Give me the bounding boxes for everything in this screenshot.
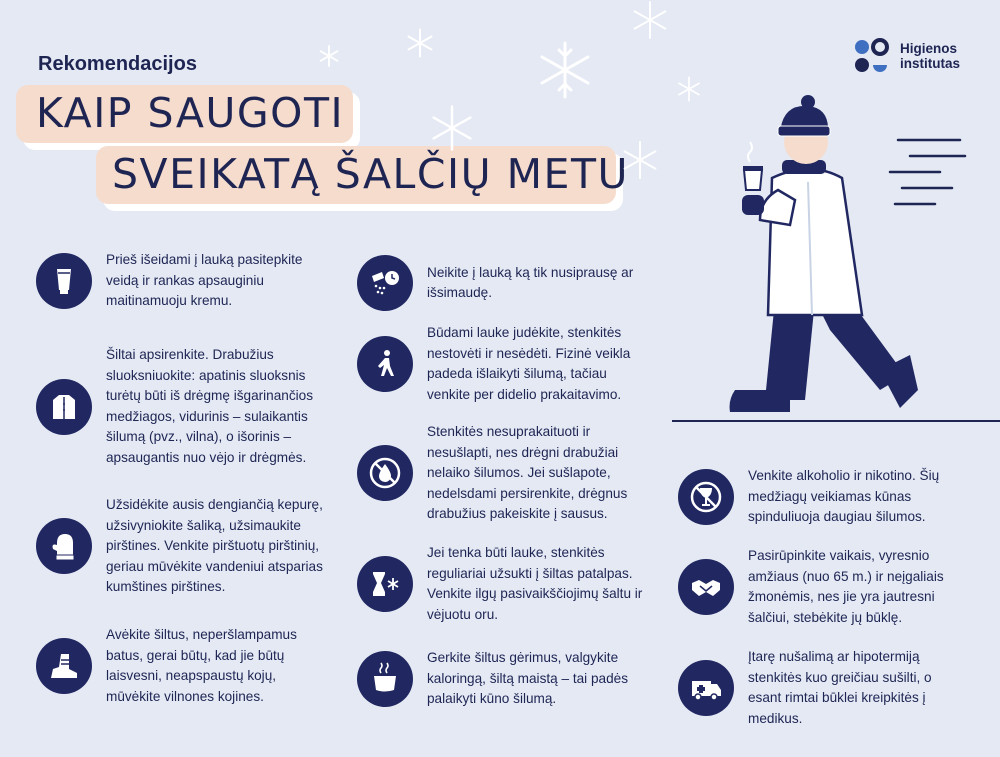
ambulance-icon	[689, 671, 723, 705]
icon-circle	[36, 253, 92, 309]
tip-item	[36, 495, 336, 598]
no-sweat-drop-icon	[368, 456, 402, 490]
tip-text: Užsidėkite ausis dengiančią kepurę, užsivyniokite šaliką, užsimaukite pirštines. Venkite pirštuotų pirštinių, geriau mūvėkite vandeniui atsparias kumštines pirštines.	[106, 497, 323, 594]
tip-item	[357, 323, 657, 405]
snowflake-icon	[620, 140, 660, 180]
tip-item	[36, 345, 336, 468]
icon-circle	[678, 469, 734, 525]
snowflake-icon	[676, 76, 702, 102]
tip-text: Venkite alkoholio ir nikotino. Šių medžiagų veikiamas kūnas spinduliuoja daugiau šilumos.	[748, 468, 940, 524]
tip-item	[357, 255, 657, 311]
icon-circle	[36, 379, 92, 435]
icon-circle	[357, 651, 413, 707]
logo-mark-icon	[852, 37, 892, 77]
tip-text: Stenkitės nesuprakaituoti ir nesušlapti, nes drėgni drabužiai nelaiko šilumos. Jei sušlapote, nedelsdami persirenkite, drėgnus drabužius pakeiskite į sausus.	[427, 424, 628, 521]
tip-text: Neikite į lauką ką tik nusiprausę ar išsimaudę.	[427, 264, 634, 300]
ground-line	[672, 420, 1000, 422]
tip-item	[357, 648, 657, 710]
tip-item	[357, 543, 657, 625]
hot-cup-icon	[368, 662, 402, 696]
page-title-line-2: SVEIKATĄ ŠALČIŲ METU	[112, 150, 629, 198]
tip-item	[357, 422, 657, 525]
snowflake-icon	[535, 40, 595, 100]
icon-circle	[36, 638, 92, 694]
page-title-line-1: KAIP SAUGOTI	[36, 89, 345, 137]
coat-icon	[47, 390, 81, 424]
snowflake-icon	[630, 0, 670, 40]
icon-circle	[357, 445, 413, 501]
snowflake-icon	[428, 104, 476, 152]
no-alcohol-icon	[689, 480, 723, 514]
tip-text: Jei tenka būti lauke, stenkitės reguliariai užsukti į šiltas patalpas. Venkite ilgų pasivaikščiojimų šaltu ir vėjuotu oru.	[427, 545, 643, 622]
boot-icon	[47, 649, 81, 683]
tip-item	[678, 546, 978, 628]
tip-text: Būdami lauke judėkite, stenkitės nestovėti ir nesėdėti. Fizinė veikla padeda išlaikyti šilumą, tačiau venkite per didelio prakaitavimo.	[427, 325, 631, 402]
walking-person-illustration	[720, 90, 970, 430]
tip-text: Avėkite šiltus, neperšlampamus batus, gerai būtų, kad jie būtų laisvesni, neapspaustų kojų, mūvėkite vilnones kojines.	[106, 627, 297, 704]
tip-item	[36, 250, 336, 312]
tip-item	[36, 625, 336, 707]
mitten-icon	[47, 529, 81, 563]
cream-tube-icon	[47, 264, 81, 298]
kicker: Rekomendacijos	[38, 53, 197, 75]
icon-circle	[357, 556, 413, 612]
icon-circle	[357, 336, 413, 392]
icon-circle	[357, 255, 413, 311]
logo-text	[900, 41, 960, 71]
hourglass-snowflake-icon	[368, 567, 402, 601]
snowflake-icon	[318, 45, 340, 67]
walking-person-icon	[368, 347, 402, 381]
handshake-icon	[689, 570, 723, 604]
tip-text: Prieš išeidami į lauką pasitepkite veidą ir rankas apsauginiu maitinamuoju kremu.	[106, 252, 303, 308]
icon-circle	[678, 559, 734, 615]
logo-line-2: institutas	[900, 56, 961, 71]
tip-text: Gerkite šiltus gėrimus, valgykite kaloringą, šiltą maistą – tai padės palaikyti kūno šilumą.	[427, 650, 628, 706]
logo-line-1: Higienos	[900, 41, 958, 56]
icon-circle	[36, 518, 92, 574]
tip-item	[678, 647, 978, 729]
logo	[852, 37, 972, 77]
tip-text: Įtarę nušalimą ar hipotermiją stenkitės kuo greičiau sušilti, o esant rimtai būklei kreipkitės į medikus.	[748, 649, 932, 726]
tip-text: Šiltai apsirenkite. Drabužius sluoksniuokite: apatinis sluoksnis turėtų būti iš drėgmę išgarinančios medžiagos, vidurinis – sulaikantis šilumą (pvz., vilna), o išorinis – apsaugantis nuo vėjo ir drėgmės.	[106, 347, 314, 465]
snowflake-icon	[405, 28, 435, 58]
shower-clock-icon	[368, 266, 402, 300]
icon-circle	[678, 660, 734, 716]
tip-text: Pasirūpinkite vaikais, vyresnio amžiaus (nuo 65 m.) ir neįgaliais žmonėmis, nes jie yra jautresni šalčiui, stebėkite jų būklę.	[748, 548, 944, 625]
tip-item	[678, 466, 978, 528]
